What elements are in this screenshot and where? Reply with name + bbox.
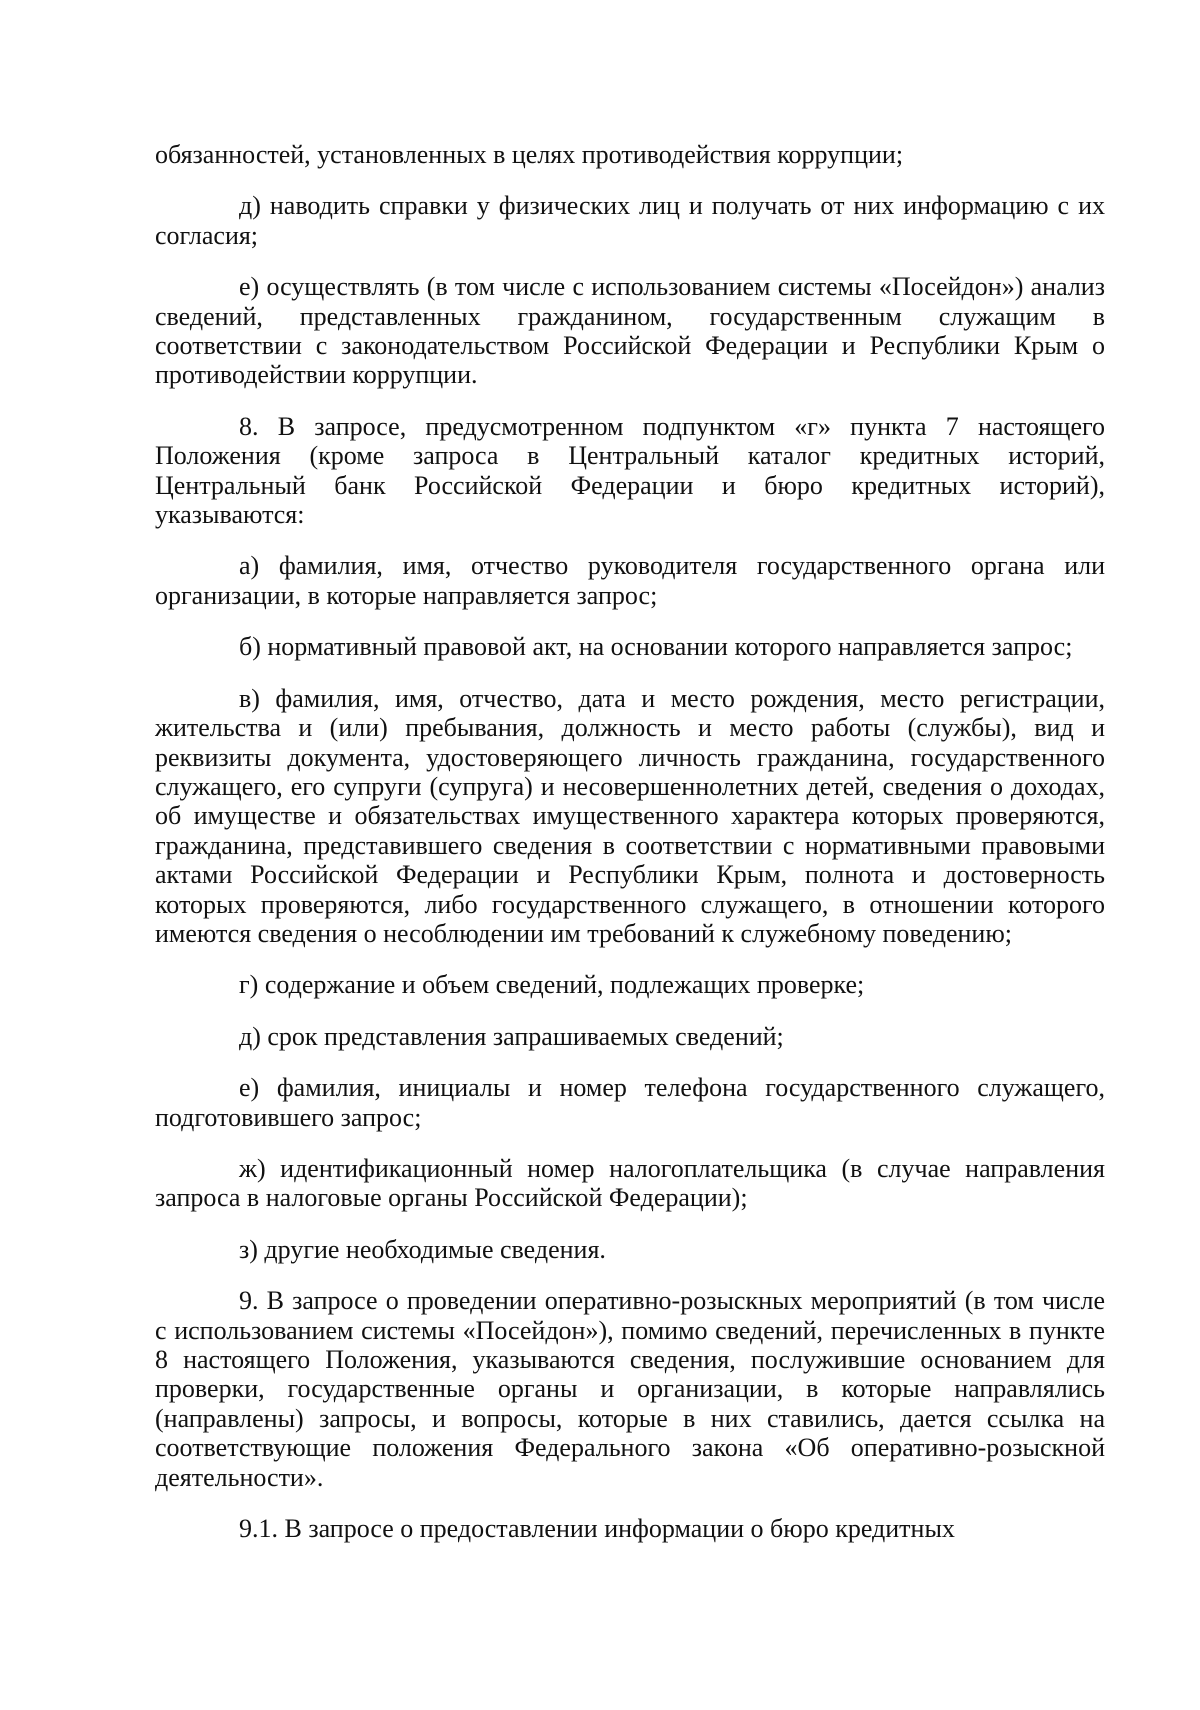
- paragraph-item-a: а) фамилия, имя, отчество руководителя государственного органа или организации, в которые направляется запрос;: [155, 551, 1105, 610]
- paragraph-clause-8: 8. В запросе, предусмотренном подпунктом «г» пункта 7 настоящего Положения (кроме запроса в Центральный каталог кредитных историй, Центральный банк Российской Федерации и бюро кредитных историй), указываются:: [155, 411, 1105, 530]
- document-body: [155, 140, 1105, 1565]
- paragraph-item-v: в) фамилия, имя, отчество, дата и место рождения, место регистрации, жительства и (или) пребывания, должность и место работы (службы), вид и реквизиты документа, удостоверяющего личность гражданина, государственного служащего, его супруги (супруга) и несовершеннолетних детей, сведения о доходах, об имуществе и обязательствах имущественного характера которых проверяются, гражданина, представившего сведения в соответствии с нормативными правовыми актами Российской Федерации и Республики Крым, полнота и достоверность которых проверяются, либо государственного служащего, в отношении которого имеются сведения о несоблюдении им требований к служебному поведению;: [155, 683, 1105, 948]
- paragraph-continuation: обязанностей, установленных в целях противодействия коррупции;: [155, 140, 904, 169]
- paragraph-item-e-contact: е) фамилия, инициалы и номер телефона государственного служащего, подготовившего запрос;: [155, 1073, 1105, 1132]
- paragraph-clause-9-1: 9.1. В запросе о предоставлении информации о бюро кредитных: [239, 1514, 955, 1544]
- paragraph-item-zh: ж) идентификационный номер налогоплательщика (в случае направления запроса в налоговые органы Российской Федерации);: [155, 1153, 1105, 1213]
- paragraph-clause-9: 9. В запросе о проведении оперативно-розыскных мероприятий (в том числе с использованием системы «Посейдон»), помимо сведений, перечисленных в пункте 8 настоящего Положения, указываются сведения, послужившие основанием для проверки, государственные органы и организации, в которые направлялись (направлены) запросы, и вопросы, которые в них ставились, дается ссылка на соответствующие положения Федерального закона «Об оперативно-розыскной деятельности».: [155, 1286, 1105, 1492]
- paragraph-item-d-inquiries: д) наводить справки у физических лиц и получать от них информацию с их согласия;: [155, 191, 1105, 250]
- paragraph-item-e-analysis: е) осуществлять (в том числе с использованием системы «Посейдон») анализ сведений, представленных гражданином, государственным служащим в соответствии с законодательством Российской Федерации и Республики Крым о противодействии коррупции.: [155, 272, 1105, 390]
- paragraph-item-z: з) другие необходимые сведения.: [239, 1234, 606, 1264]
- paragraph-item-d-deadline: д) срок представления запрашиваемых сведений;: [239, 1021, 784, 1051]
- paragraph-item-b: б) нормативный правовой акт, на основании которого направляется запрос;: [239, 632, 1073, 662]
- paragraph-item-g: г) содержание и объем сведений, подлежащих проверке;: [239, 970, 865, 1000]
